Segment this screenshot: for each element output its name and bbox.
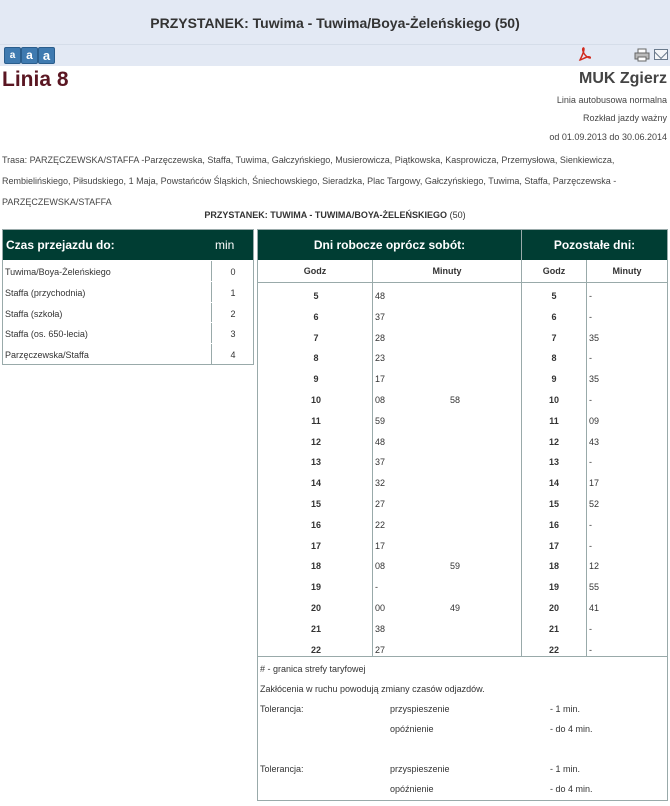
weekday-hour: 8 <box>313 353 319 364</box>
minutes-header: min <box>215 238 235 252</box>
other-minute: 09 <box>589 415 600 426</box>
timetable-header <box>258 230 667 260</box>
other-minute: - <box>589 353 592 364</box>
other-minute: 35 <box>589 374 600 385</box>
other-minute: - <box>589 540 592 551</box>
other-hour: 10 <box>548 395 559 405</box>
weekday-hour: 19 <box>310 582 321 593</box>
timetable-row <box>258 576 667 597</box>
other-hour: 17 <box>548 540 559 551</box>
operator-name: MUK Zgierz <box>579 70 667 87</box>
other-hour: 22 <box>548 644 559 655</box>
weekday-minute: 23 <box>375 353 386 364</box>
other-minute: 17 <box>589 478 600 489</box>
weekday-hour: 6 <box>313 311 319 322</box>
timetable-row <box>258 472 667 493</box>
other-hour: 5 <box>551 291 557 301</box>
tolerance-early-value: - 1 min. <box>550 764 581 774</box>
tolerance-label: Tolerancja: <box>260 704 304 714</box>
destination-header: Czas przejazdu do: <box>6 238 115 252</box>
weekday-minute: 08 <box>375 561 386 572</box>
travel-minutes: 2 <box>230 308 236 319</box>
other-minute: - <box>589 623 592 634</box>
weekday-minute: 32 <box>375 478 386 489</box>
other-days-header: Pozostałe dni: <box>553 238 636 252</box>
weekday-minute: 37 <box>375 457 386 468</box>
other-minute: 55 <box>589 582 600 593</box>
other-hour: 7 <box>551 332 557 343</box>
weekday-minute: 08 <box>375 395 386 405</box>
weekday-hour: 22 <box>310 644 321 655</box>
weekday-minute: 37 <box>375 311 386 322</box>
weekday-minute: 27 <box>375 644 386 655</box>
stop-name: PRZYSTANEK: TUWIMA - TUWIMA/BOYA-ŻELEŃSKIEGO <box>204 210 448 220</box>
weekday-header: Dni robocze oprócz sobót: <box>313 238 466 252</box>
weekday-hour: 11 <box>311 415 321 426</box>
other-hour: 9 <box>551 374 557 385</box>
weekday-hour: 15 <box>310 499 321 509</box>
weekday-hour: 16 <box>310 519 321 530</box>
other-hour: 18 <box>548 561 559 572</box>
stop-code: (50) <box>449 210 466 220</box>
line-type: Linia autobusowa normalna <box>556 95 667 105</box>
timetable <box>257 229 668 801</box>
timetable-row <box>258 368 667 389</box>
weekday-hour: 12 <box>310 436 321 447</box>
travel-row <box>3 302 253 323</box>
travel-minutes: 3 <box>230 329 236 340</box>
weekday-hour: 21 <box>310 623 321 634</box>
timetable-row <box>258 285 667 306</box>
weekday-minute: 17 <box>375 540 386 551</box>
weekday-minute: 17 <box>375 374 386 385</box>
other-hour: 19 <box>548 582 559 593</box>
other-hour: 15 <box>548 499 559 509</box>
travel-row <box>3 343 253 364</box>
other-hour: 14 <box>548 478 559 489</box>
weekday-minute: 59 <box>375 415 386 426</box>
timetable-row <box>258 618 667 639</box>
weekday-hour: 18 <box>310 561 321 572</box>
validity-range: od 01.09.2013 do 30.06.2014 <box>549 132 667 142</box>
other-minutes-column: Minuty <box>587 260 667 283</box>
weekday-minute: 48 <box>375 436 386 447</box>
line-name: Linia 8 <box>2 68 69 91</box>
other-hour: 11 <box>549 415 559 426</box>
travel-minutes: 0 <box>230 267 236 277</box>
timetable-row <box>258 493 667 514</box>
tolerance-late-label: opóźnienie <box>390 724 434 734</box>
travel-destination: Staffa (przychodnia) <box>5 287 86 298</box>
weekday-hour: 13 <box>310 457 321 468</box>
weekday-hour: 14 <box>310 478 321 489</box>
travel-destination: Tuwima/Boya-Żeleńskiego <box>5 267 111 277</box>
weekday-hour: 10 <box>310 395 321 405</box>
weekday-minute: 38 <box>375 623 386 634</box>
other-minute: - <box>589 644 592 655</box>
other-minute: - <box>589 291 592 301</box>
weekday-minutes-column: Minuty <box>373 260 521 283</box>
weekday-hour: 9 <box>313 374 319 385</box>
tolerance-late-value: - do 4 min. <box>550 724 593 734</box>
tolerance-label: Tolerancja: <box>260 764 304 774</box>
travel-destination: Staffa (szkoła) <box>5 308 63 319</box>
weekday-minute: 59 <box>450 561 461 572</box>
font-size-large-button[interactable]: a <box>38 47 55 64</box>
other-hour: 20 <box>548 603 559 613</box>
weekday-minute: - <box>375 582 378 593</box>
weekday-minute: 58 <box>450 395 461 405</box>
weekday-hour: 20 <box>310 603 321 613</box>
other-minute: 12 <box>589 561 600 572</box>
other-minute: 35 <box>589 332 600 343</box>
page-title: PRZYSTANEK: Tuwima - Tuwima/Boya-Żeleńskiego (50) <box>0 0 670 44</box>
weekday-hour: 7 <box>313 332 319 343</box>
timetable-row <box>258 347 667 368</box>
timetable-row <box>258 410 667 431</box>
tolerance-early-value: - 1 min. <box>550 704 581 714</box>
zone-note: # - granica strefy taryfowej <box>260 664 366 674</box>
travel-destination: Staffa (os. 650-lecia) <box>5 329 88 340</box>
weekday-hour: 17 <box>310 540 321 551</box>
timetable-row <box>258 306 667 327</box>
weekday-minute: 28 <box>375 332 386 343</box>
travel-minutes: 1 <box>230 287 236 298</box>
other-minute: 41 <box>589 603 600 613</box>
weekday-minute: 27 <box>375 499 386 509</box>
weekday-hour-column: Godz <box>258 260 372 283</box>
other-minute: - <box>589 395 592 405</box>
font-size-medium-button[interactable]: a <box>21 47 38 64</box>
timetable-row <box>258 451 667 472</box>
other-minute: - <box>589 311 592 322</box>
travel-row <box>3 281 253 302</box>
tolerance-late-value: - do 4 min. <box>550 784 593 794</box>
route-description: Trasa: PARZĘCZEWSKA/STAFFA -Parzęczewska, Staffa, Tuwima, Gałczyńskiego, Musierowicza, Piątkowska, Kasprowicza, Przemysłowa, Sienkiewicza, Rembielińskiego, Piłsudskiego, 1 Maja, Powstańców Śląskich, Śniechowskiego, Sieradzka, Plac Targowy, Gałczyńskiego, Tuwima, Staffa, Parzęczewska - PARZĘCZEWSKA/STAFFA <box>2 155 617 207</box>
weekday-minute: 00 <box>375 603 386 613</box>
timetable-row <box>258 555 667 576</box>
weekday-minute: 48 <box>375 291 386 301</box>
other-hour: 21 <box>548 623 559 634</box>
timetable-row <box>258 389 667 410</box>
font-size-small-button[interactable]: a <box>4 47 21 64</box>
travel-row <box>3 260 253 281</box>
weekday-hour: 5 <box>313 291 319 301</box>
weekday-minute: 49 <box>450 603 461 613</box>
other-hour: 16 <box>548 519 559 530</box>
other-hour: 8 <box>551 353 557 364</box>
timetable-row <box>258 431 667 452</box>
print-icon[interactable] <box>634 48 650 62</box>
timetable-row <box>258 327 667 348</box>
validity-label: Rozkład jazdy ważny <box>582 113 667 123</box>
pdf-icon[interactable] <box>577 47 591 63</box>
timetable-row <box>258 597 667 618</box>
tolerance-late-label: opóźnienie <box>390 784 434 794</box>
timetable-row <box>258 535 667 556</box>
other-hour: 6 <box>551 311 557 322</box>
travel-row <box>3 322 253 343</box>
other-minute: - <box>589 457 592 468</box>
other-minute: 52 <box>589 499 600 509</box>
tolerance-early-label: przyspieszenie <box>390 764 450 774</box>
other-hour-column: Godz <box>522 260 586 283</box>
timetable-row <box>258 639 667 660</box>
other-hour: 13 <box>548 457 559 468</box>
tolerance-early-label: przyspieszenie <box>390 704 450 714</box>
timetable-row <box>258 514 667 535</box>
mail-icon[interactable] <box>654 49 668 60</box>
weekday-minute: 22 <box>375 519 386 530</box>
travel-minutes: 4 <box>230 350 236 361</box>
travel-destination: Parzęczewska/Staffa <box>5 350 89 361</box>
other-minute: 43 <box>589 436 600 447</box>
toolbar <box>0 44 670 66</box>
other-minute: - <box>589 519 592 530</box>
travel-time-table <box>2 229 254 365</box>
stop-title <box>0 210 670 220</box>
disruption-note: Zakłócenia w ruchu powodują zmiany czasów odjazdów. <box>260 684 485 694</box>
travel-time-header <box>3 230 253 260</box>
other-hour: 12 <box>548 436 559 447</box>
